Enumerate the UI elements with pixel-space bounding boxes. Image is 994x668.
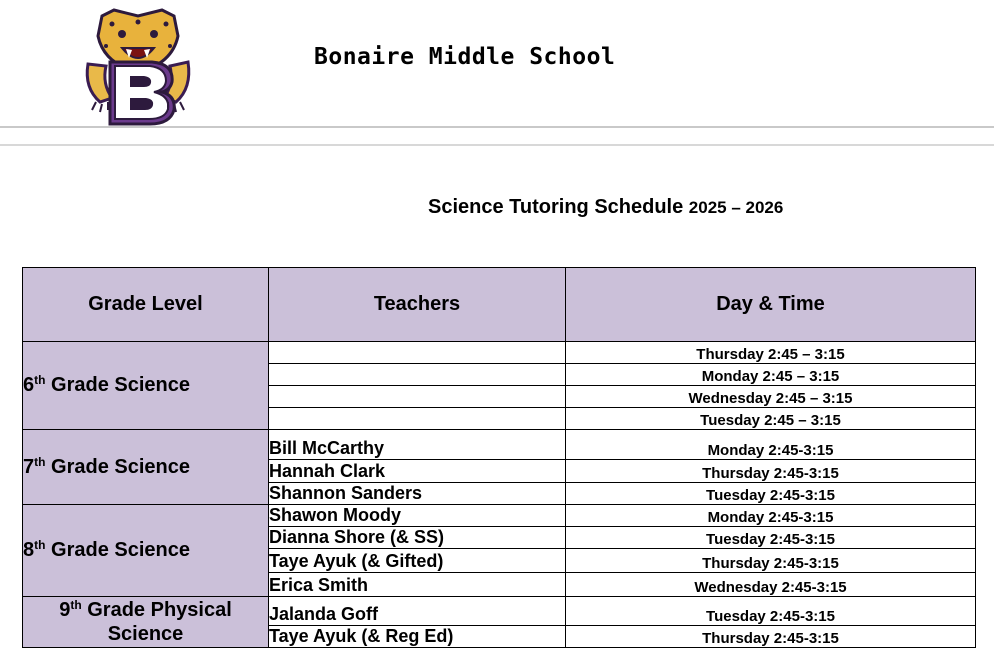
time-cell: Thursday 2:45 – 3:15 <box>566 342 976 364</box>
grade-cell-9th: 9th Grade Physical Science <box>23 597 269 648</box>
teacher-cell: Hannah Clark <box>269 460 566 483</box>
teacher-cell: Taye Ayuk (& Reg Ed) <box>269 626 566 648</box>
time-cell: Thursday 2:45-3:15 <box>566 626 976 648</box>
time-cell: Wednesday 2:45-3:15 <box>566 573 976 597</box>
time-cell: Thursday 2:45-3:15 <box>566 549 976 573</box>
column-header-grade-level: Grade Level <box>23 268 269 342</box>
teacher-cell: Bill McCarthy <box>269 430 566 460</box>
table-header-row <box>23 268 976 342</box>
grade-cell-6th: 6th Grade Science <box>23 342 269 430</box>
teacher-cell: Erica Smith <box>269 573 566 597</box>
time-cell: Thursday 2:45-3:15 <box>566 460 976 483</box>
grade-cell-8th: 8th Grade Science <box>23 505 269 597</box>
time-cell: Monday 2:45 – 3:15 <box>566 364 976 386</box>
grade-cell-7th: 7th Grade Science <box>23 430 269 505</box>
teacher-cell: Taye Ayuk (& Gifted) <box>269 549 566 573</box>
column-header-teachers: Teachers <box>269 268 566 342</box>
time-cell: Monday 2:45-3:15 <box>566 430 976 460</box>
teacher-cell <box>269 342 566 364</box>
teacher-cell: Jalanda Goff <box>269 597 566 626</box>
time-cell: Wednesday 2:45 – 3:15 <box>566 386 976 408</box>
tutoring-schedule-table <box>22 267 976 648</box>
page-title-main: Science Tutoring Schedule <box>428 196 684 218</box>
teacher-cell: Shawon Moody <box>269 505 566 527</box>
page-title-year: 2025 – 2026 <box>688 198 784 217</box>
table-row <box>23 342 976 364</box>
table-row <box>23 430 976 460</box>
time-cell: Monday 2:45-3:15 <box>566 505 976 527</box>
table-row <box>23 505 976 527</box>
time-cell: Tuesday 2:45-3:15 <box>566 483 976 505</box>
school-name: Bonaire Middle School <box>314 44 616 70</box>
teacher-cell: Dianna Shore (& SS) <box>269 527 566 549</box>
page-title <box>428 196 783 219</box>
teacher-cell <box>269 408 566 430</box>
teacher-cell <box>269 386 566 408</box>
header-divider-secondary <box>0 144 994 146</box>
time-cell: Tuesday 2:45 – 3:15 <box>566 408 976 430</box>
page-header <box>0 0 994 127</box>
header-divider <box>0 126 994 128</box>
jaguar-mascot-logo-icon <box>82 6 194 126</box>
time-cell: Tuesday 2:45-3:15 <box>566 597 976 626</box>
column-header-day-time: Day & Time <box>566 268 976 342</box>
teacher-cell: Shannon Sanders <box>269 483 566 505</box>
table-row <box>23 597 976 626</box>
teacher-cell <box>269 364 566 386</box>
time-cell: Tuesday 2:45-3:15 <box>566 527 976 549</box>
